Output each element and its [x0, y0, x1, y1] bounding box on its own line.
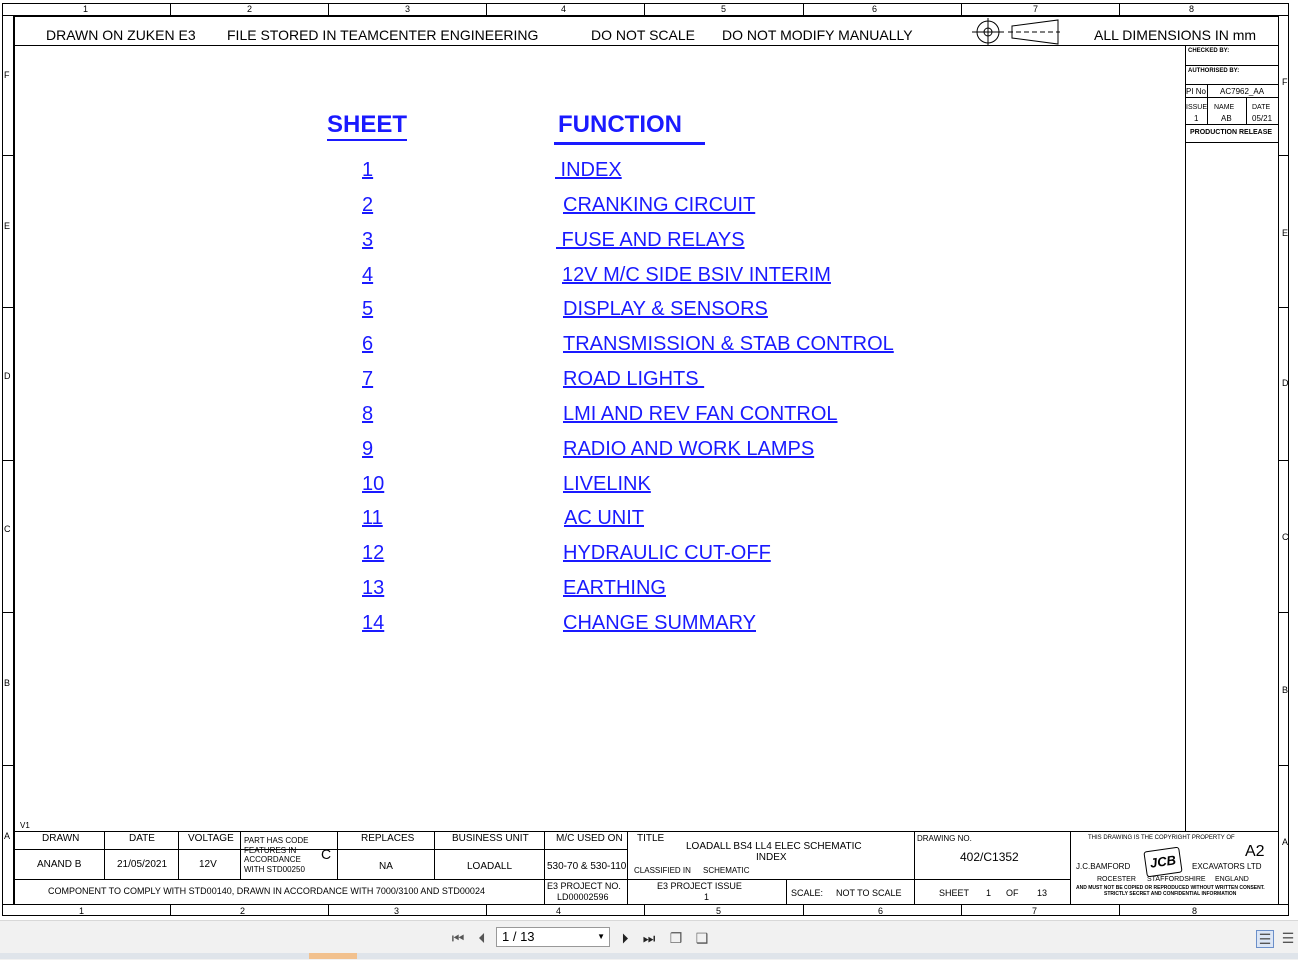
function-link-cranking-circuit[interactable]: CRANKING CIRCUIT [563, 194, 756, 216]
dimensions-note: ALL DIMENSIONS IN mm [1094, 27, 1257, 43]
company-name-right: EXCAVATORS LTD [1192, 862, 1262, 871]
function-link-radio-work-lamps[interactable]: RADIO AND WORK LAMPS [563, 438, 815, 460]
sheet-link-11[interactable]: 11 [362, 507, 383, 529]
date-value: 21/05/2021 [117, 859, 168, 870]
voltage-value: 12V [199, 859, 217, 870]
function-link-12v-mc-side[interactable]: 12V M/C SIDE BSIV INTERIM [562, 264, 831, 286]
column-marker: 2 [247, 4, 253, 14]
location-england: ENGLAND [1215, 876, 1249, 883]
scale-label: SCALE: [791, 888, 824, 898]
row-marker: D [4, 371, 11, 381]
scale-value: NOT TO SCALE [836, 888, 902, 898]
next-page-icon[interactable]: ⏵ [621, 930, 629, 946]
function-link-lmi-rev-fan[interactable]: LMI AND REV FAN CONTROL [563, 403, 838, 425]
function-link-livelink[interactable]: LIVELINK [563, 473, 651, 495]
row-marker: E [1282, 228, 1289, 238]
column-marker: 8 [1189, 4, 1195, 14]
sheet-link-6[interactable]: 6 [362, 333, 374, 355]
business-unit-label: BUSINESS UNIT [452, 833, 529, 844]
sheet-link-5[interactable]: 5 [362, 298, 374, 320]
first-page-icon[interactable]: ⏮ [451, 930, 465, 946]
row-marker: A [1282, 837, 1289, 847]
row-marker: B [4, 678, 11, 688]
file-stored-note: FILE STORED IN TEAMCENTER ENGINEERING [227, 27, 539, 43]
drawing-no-value: 402/C1352 [960, 850, 1019, 864]
e3-project-no-label: E3 PROJECT NO. [547, 881, 621, 891]
replaces-value: NA [379, 861, 393, 872]
column-marker: 5 [721, 4, 727, 14]
status-strip-accent [309, 953, 357, 959]
row-marker: F [1282, 77, 1288, 87]
column-marker: 3 [394, 906, 400, 916]
sheet-label: SHEET [939, 888, 970, 898]
part-code-note: FEATURES IN [244, 846, 297, 855]
version-mark: V1 [20, 821, 30, 830]
voltage-label: VOLTAGE [188, 833, 234, 844]
name-value: AB [1221, 114, 1232, 123]
drawn-label: DRAWN [42, 833, 80, 844]
pi-no-value: AC7962_AA [1220, 87, 1265, 96]
function-link-earthing[interactable]: EARTHING [563, 577, 666, 599]
column-marker: 2 [240, 906, 246, 916]
sheet-size: A2 [1245, 843, 1265, 860]
drawn-value: ANAND B [37, 859, 82, 870]
sheet-link-3[interactable]: 3 [362, 229, 374, 251]
sheet-link-12[interactable]: 12 [362, 542, 385, 564]
date-label: DATE [1252, 104, 1271, 111]
sheet-link-9[interactable]: 9 [362, 438, 374, 460]
continuous-pages-icon[interactable]: ❑ [695, 930, 709, 946]
drawn-on-note: DRAWN ON ZUKEN E3 [46, 27, 196, 43]
sheet-link-4[interactable]: 4 [362, 264, 374, 286]
row-marker: C [4, 524, 11, 534]
chevron-down-icon: ▼ [597, 932, 605, 941]
issue-label: ISSUE [1186, 104, 1208, 111]
row-marker: F [4, 70, 10, 80]
confidential-note: AND MUST NOT BE COPIED OR REPRODUCED WITHOUT WRITTEN CONSENT. [1076, 885, 1265, 891]
function-link-hydraulic-cutoff[interactable]: HYDRAULIC CUT-OFF [563, 542, 771, 564]
e3-project-issue-value: 1 [704, 892, 710, 902]
part-code-note: PART HAS CODE [244, 836, 309, 845]
facing-pages-icon[interactable]: ❐ [669, 930, 683, 946]
sheet-link-7[interactable]: 7 [362, 368, 374, 390]
part-code-note: ACCORDANCE [244, 855, 301, 864]
page-number-select[interactable] [496, 927, 610, 947]
sheet-link-1[interactable]: 1 [362, 159, 374, 181]
function-link-ac-unit[interactable]: AC UNIT [564, 507, 644, 529]
function-column-heading: FUNCTION [558, 111, 682, 138]
part-code-note: WITH STD00250 [244, 865, 305, 874]
row-marker: A [4, 831, 11, 841]
column-marker: 5 [716, 906, 722, 916]
sheet-link-14[interactable]: 14 [362, 612, 385, 634]
production-release-label: PRODUCTION RELEASE [1190, 129, 1273, 136]
checked-by-label: CHECKED BY: [1188, 48, 1230, 54]
column-marker: 6 [872, 4, 878, 14]
column-marker: 7 [1032, 906, 1038, 916]
mc-used-on-value: 530-70 & 530-110 [547, 861, 627, 872]
replaces-label: REPLACES [361, 833, 415, 844]
row-marker: B [1282, 685, 1289, 695]
function-link-transmission-stab[interactable]: TRANSMISSION & STAB CONTROL [563, 333, 894, 355]
classified-label: CLASSIFIED IN [634, 866, 691, 875]
pi-no-label: PI No [1186, 87, 1207, 96]
column-marker: 7 [1033, 4, 1039, 14]
name-label: NAME [1214, 104, 1235, 111]
column-marker: 4 [556, 906, 562, 916]
business-unit-value: LOADALL [467, 861, 513, 872]
function-link-display-sensors[interactable]: DISPLAY & SENSORS [563, 298, 768, 320]
column-marker: 8 [1192, 906, 1198, 916]
scroll-view-icon[interactable]: ☰ [1281, 930, 1295, 946]
location-staffordshire: STAFFORDSHIRE [1147, 876, 1206, 883]
sheet-link-2[interactable]: 2 [362, 194, 374, 216]
location-rocester: ROCESTER [1097, 876, 1136, 883]
function-link-change-summary[interactable]: CHANGE SUMMARY [563, 612, 756, 634]
e3-project-issue-label: E3 PROJECT ISSUE [657, 881, 742, 891]
title-line2: INDEX [756, 852, 787, 863]
column-marker: 6 [878, 906, 884, 916]
prev-page-icon[interactable]: ⏴ [478, 930, 486, 946]
e3-project-no-value: LD00002596 [557, 892, 609, 902]
row-marker: D [1282, 378, 1289, 388]
date-value: 05/21 [1252, 114, 1273, 123]
title-line1: LOADALL BS4 LL4 ELEC SCHEMATIC [686, 841, 862, 852]
issue-value: 1 [1194, 114, 1199, 123]
sheet-link-8[interactable]: 8 [362, 403, 374, 425]
last-page-icon[interactable]: ⏭ [642, 930, 656, 946]
do-not-modify-note: DO NOT MODIFY MANUALLY [722, 27, 913, 43]
classified-value: SCHEMATIC [703, 866, 750, 875]
sheet-column-heading: SHEET [327, 111, 407, 141]
function-link-index[interactable]: INDEX [555, 159, 622, 181]
confidential-note: STRICTLY SECRET AND CONFIDENTIAL INFORMATION [1104, 891, 1237, 897]
column-marker: 1 [79, 906, 85, 916]
function-link-road-lights[interactable]: ROAD LIGHTS [563, 368, 705, 390]
sheet-link-13[interactable]: 13 [362, 577, 385, 599]
of-label: OF [1006, 888, 1019, 898]
mc-used-on-label: M/C USED ON [556, 833, 623, 844]
sheet-link-10[interactable]: 10 [362, 473, 385, 495]
comply-note: COMPONENT TO COMPLY WITH STD00140, DRAWN IN ACCORDANCE WITH 7000/3100 AND STD00024 [48, 886, 485, 896]
date-label: DATE [129, 833, 155, 844]
page-indicator: 1 / 13 [502, 929, 535, 944]
sheet-total: 13 [1037, 888, 1048, 898]
row-marker: C [1282, 532, 1289, 542]
title-label: TITLE [637, 833, 665, 844]
single-page-view-icon[interactable]: ☰ [1256, 930, 1274, 948]
jcb-logo: JCB [1143, 847, 1182, 878]
status-strip [0, 953, 309, 959]
column-marker: 1 [83, 4, 89, 14]
authorised-by-label: AUTHORISED BY: [1188, 68, 1240, 74]
row-marker: E [4, 221, 11, 231]
sheet-number: 1 [986, 888, 992, 898]
drawing-no-label: DRAWING NO. [917, 834, 972, 843]
copyright-note: THIS DRAWING IS THE COPYRIGHT PROPERTY OF [1088, 835, 1235, 841]
status-strip [357, 953, 1298, 959]
function-heading-underline [554, 142, 705, 145]
part-code-letter: C [321, 846, 332, 862]
do-not-scale-note: DO NOT SCALE [591, 27, 695, 43]
column-marker: 4 [561, 4, 567, 14]
column-marker: 3 [405, 4, 411, 14]
function-link-fuse-and-relays[interactable]: FUSE AND RELAYS [556, 229, 745, 251]
projection-symbol-icon [970, 17, 1062, 47]
company-name-left: J.C.BAMFORD [1076, 862, 1131, 871]
